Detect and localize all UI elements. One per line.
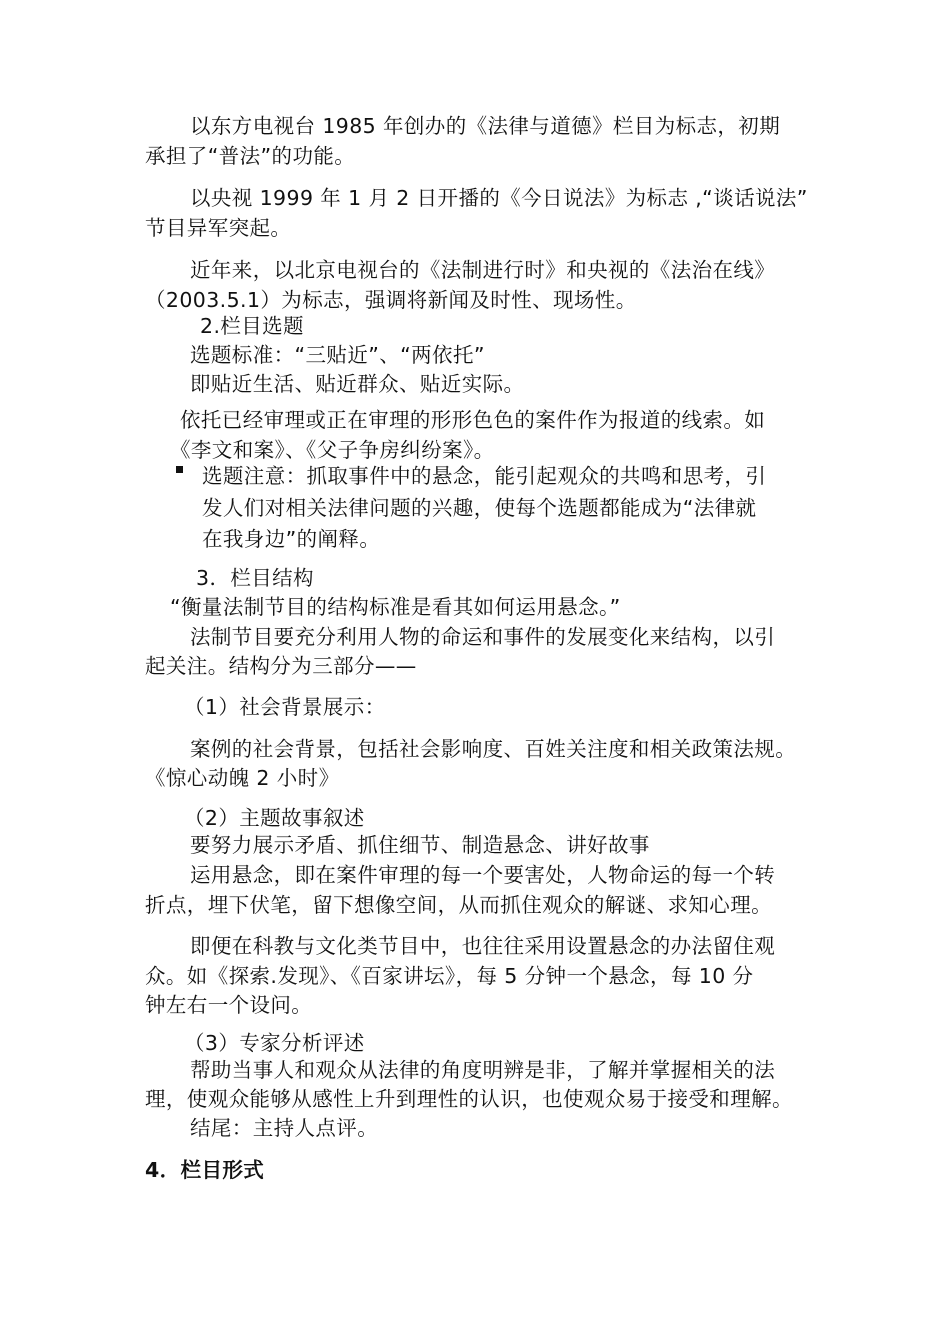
bullet-line: 选题注意：抓取事件中的悬念，能引起观众的共鸣和思考，引 [202, 464, 767, 488]
paragraph-line: 《李文和案》、《父子争房纠纷案》。 [170, 438, 495, 462]
paragraph-line: 近年来，以北京电视台的《法制进行时》和央视的《法治在线》 [190, 258, 776, 282]
paragraph-line: 《惊心动魄 2 小时》 [145, 766, 340, 790]
paragraph-line: 即贴近生活、贴近群众、贴近实际。 [190, 372, 525, 396]
paragraph-line: 法制节目要充分利用人物的命运和事件的发展变化来结构，以引 [190, 625, 776, 649]
paragraph-line: 帮助当事人和观众从法律的角度明辨是非，了解并掌握相关的法 [190, 1058, 776, 1082]
paragraph-line: “衡量法制节目的结构标准是看其如何运用悬念。” [170, 595, 621, 619]
paragraph-line: 承担了“普法”的功能。 [145, 144, 356, 168]
paragraph-line: （2003.5.1）为标志，强调将新闻及时性、现场性。 [145, 288, 637, 312]
paragraph-line: 结尾：主持人点评。 [190, 1116, 379, 1140]
paragraph-line: 理，使观众能够从感性上升到理性的认识，也使观众易于接受和理解。 [145, 1087, 793, 1111]
subsection-heading: （3）专家分析评述 [184, 1031, 365, 1055]
paragraph-line: 即便在科教与文化类节目中，也往往采用设置悬念的办法留住观 [190, 934, 776, 958]
paragraph-line: 起关注。结构分为三部分—— [145, 654, 417, 678]
square-bullet-icon [176, 466, 183, 473]
paragraph-line: 节目异军突起。 [145, 216, 292, 240]
paragraph-line: 以东方电视台 1985 年创办的《法律与道德》栏目为标志，初期 [190, 114, 781, 138]
section-heading: 4．栏目形式 [145, 1158, 265, 1182]
paragraph-line: 案例的社会背景，包括社会影响度、百姓关注度和相关政策法规。 [190, 737, 797, 761]
section-heading: 2.栏目选题 [200, 314, 304, 338]
paragraph-line: 钟左右一个设问。 [145, 993, 313, 1017]
bullet-line: 发人们对相关法律问题的兴趣，使每个选题都能成为“法律就 [202, 496, 757, 520]
paragraph-line: 折点，埋下伏笔，留下想像空间，从而抓住观众的解谜、求知心理。 [145, 893, 772, 917]
paragraph-line: 要努力展示矛盾、抓住细节、制造悬念、讲好故事 [190, 833, 650, 857]
paragraph-line: 选题标准：“三贴近”、“两依托” [190, 343, 485, 367]
subsection-heading: （1）社会背景展示： [184, 695, 386, 719]
section-heading: 3．栏目结构 [196, 566, 314, 590]
paragraph-line: 众。如《探索.发现》、《百家讲坛》，每 5 分钟一个悬念，每 10 分 [145, 964, 754, 988]
paragraph-line: 依托已经审理或正在审理的形形色色的案件作为报道的线索。如 [180, 408, 766, 432]
subsection-heading: （2）主题故事叙述 [184, 806, 365, 830]
paragraph-line: 以央视 1999 年 1 月 2 日开播的《今日说法》为标志 ,“谈话说法” [190, 186, 808, 210]
bullet-line: 在我身边”的阐释。 [202, 527, 381, 551]
paragraph-line: 运用悬念，即在案件审理的每一个要害处，人物命运的每一个转 [190, 863, 776, 887]
